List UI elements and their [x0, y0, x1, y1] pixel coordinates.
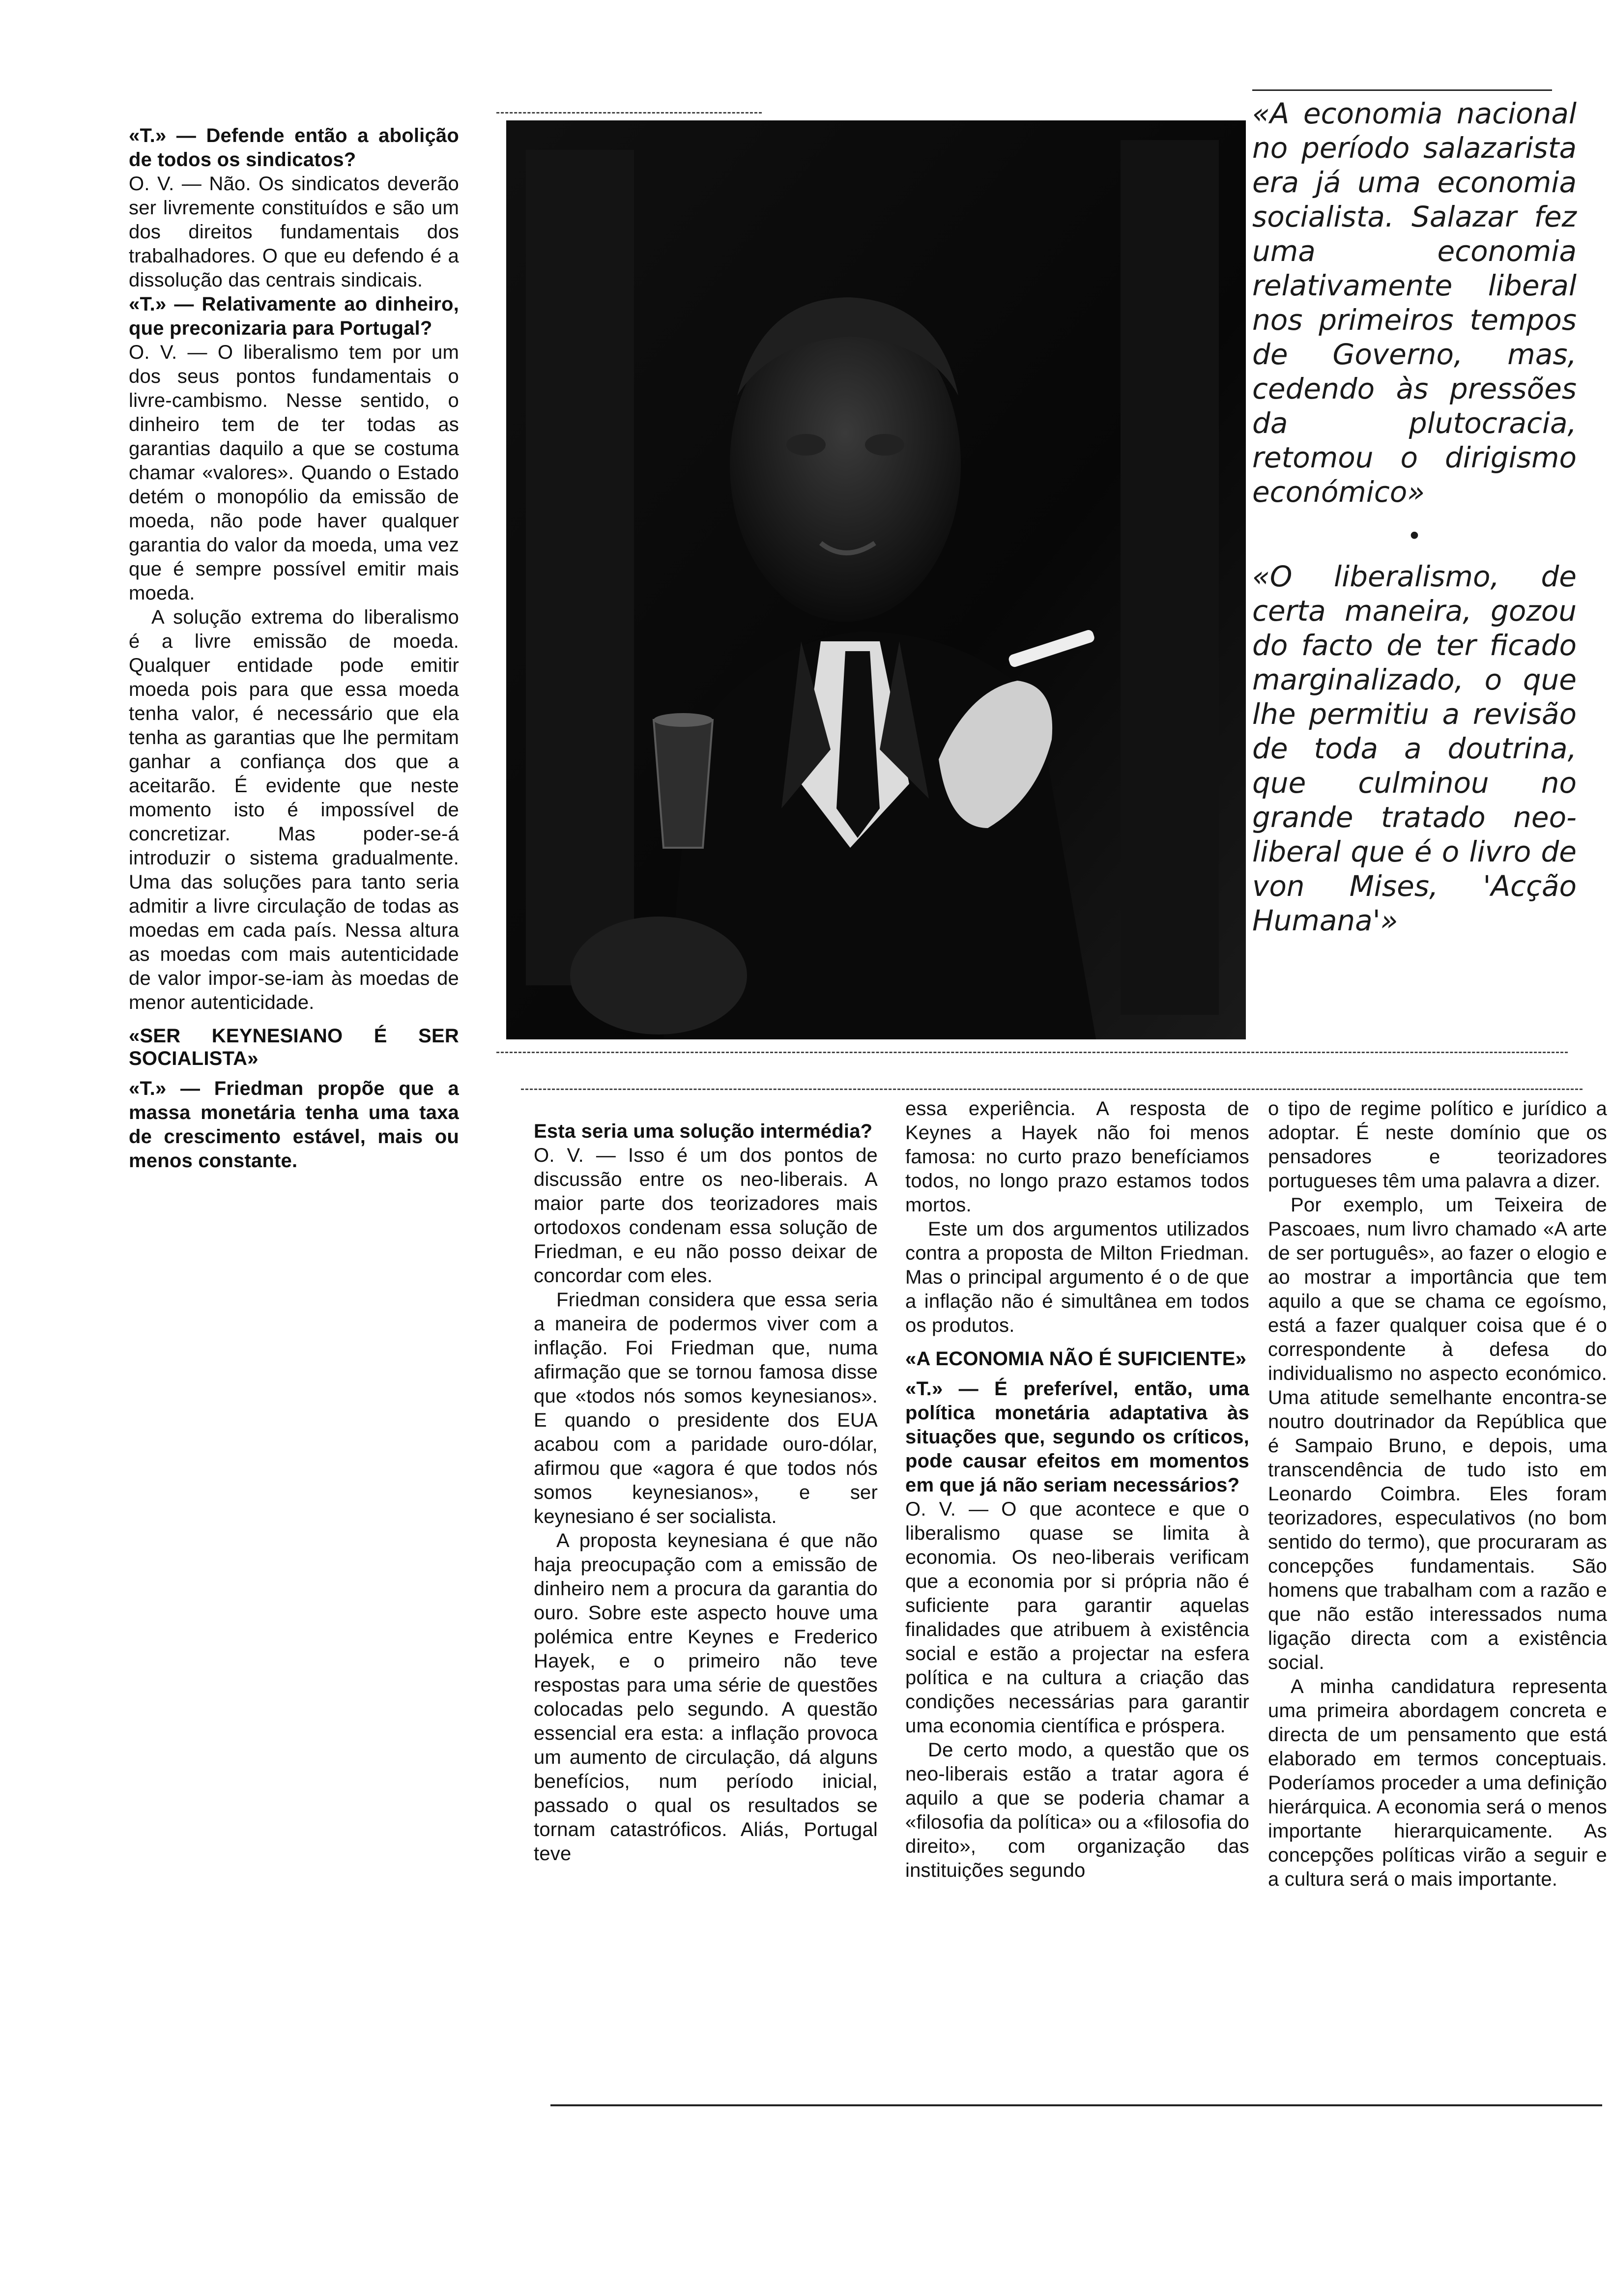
answer-4: O. V. — Isso é um dos pontos de discussão entre os neo-liberais. A maior parte dos teorizadores mais ortodoxos condenam essa solução de Friedman, e eu não posso deixar de concordar com eles.: [534, 1145, 878, 1287]
paragraph-regime: o tipo de regime político e jurídico a adoptar. É neste domínio que os pensadores e teorizadores portugueses têm uma palavra a dizer.: [1268, 1098, 1607, 1192]
answer-5: O. V. — O que acontece e que o liberalismo quase se limita à economia. Os neo-liberais verificam que a economia por si própria não é suficiente para garantir aquelas finalidades que atribuem à existência social e estão a projectar na esfera política e na cultura a criação das condições necessárias para garantir uma economia científica e próspera.: [905, 1498, 1249, 1737]
pull-quotes: [1252, 96, 1577, 938]
question-4: Esta seria uma solução intermédia?: [534, 1120, 873, 1142]
portrait-illustration: [506, 120, 1246, 1039]
paragraph-pascoaes: Por exemplo, um Teixeira de Pascoaes, num livro chamado «A arte de ser português», ao fazer o elogio e ao mostrar a importância que tem aquilo a que se chama ce egoísmo, está a fazer qualquer coisa que é o correspondente à defesa do individualismo no aspecto económico. Uma atitude semelhante encontra-se noutro doutrinador da República que é Sampaio Bruno, e depois, uma transcendência de tudo isto em Leonardo Coimbra. Eles foram teorizadores, especulativos (no bom sentido do termo), que procuraram as concepções fundamentais. São homens que trabalham com a razão e que não estão interessados numa ligação directa com a existência social.: [1268, 1194, 1607, 1673]
columns-top-separator: [521, 1089, 1583, 1090]
question-3: «T.» — Friedman propõe que a massa monetária tenha uma taxa de crescimento estável, mais ou menos constante.: [129, 1078, 459, 1172]
pull-quote-separator: •: [1410, 519, 1419, 550]
paragraph-keynes-reply: essa experiência. A resposta de Keynes a Hayek não foi menos famosa: no curto prazo benefíciamos todos, no longo prazo estamos todos mortos.: [905, 1098, 1249, 1216]
pull-quote-2: «O liberalismo, de certa maneira, gozou do facto de ter ficado marginalizado, o que lhe permitiu a revisão de toda a doutrina, que culminou no grande tratado neo-liberal que é o livro de von Mises, 'Acção Humana'»: [1252, 560, 1577, 937]
answer-2: O. V. — O liberalismo tem por um dos seus pontos fundamentais o livre-cambismo. Nesse sentido, o dinheiro tem de ter todas as garantias daquilo a que se costuma chamar «valores». Quando o Estado detém o monopólio da emissão de moeda, não pode haver qualquer garantia do valor da moeda, uma vez que é sempre possível emitir mais moeda.: [129, 342, 459, 604]
left-column: [129, 124, 459, 1173]
middle-right-column: [905, 1097, 1249, 1883]
question-2: «T.» — Relativamente ao dinheiro, que preconizaria para Portugal?: [129, 293, 459, 339]
paragraph-friedman: Friedman considera que essa seria a maneira de podermos viver com a inflação. Foi Friedman que, numa afirmação que se tornou famosa disse que «todos nós somos keynesianos». E quando o presidente dos EUA acabou com a paridade ouro-dólar, afirmou que «agora é que todos nós somos keynesianos», e ser keynesiano é ser socialista.: [534, 1289, 878, 1527]
paragraph-arguments: Este um dos argumentos utilizados contra a proposta de Milton Friedman. Mas o principal argumento é o de que a inflação não é simultânea em todos os produtos.: [905, 1218, 1249, 1336]
subhead-keynesian: «SER KEYNESIANO É SER SOCIALISTA»: [129, 1025, 459, 1069]
photo-bottom-separator: [496, 1052, 1568, 1053]
right-column: [1268, 1097, 1607, 1892]
paragraph-candidacy: A minha candidatura representa uma primeira abordagem concreta e directa de um pensamento que está elaborado em termos conceptuais. Poderíamos proceder a uma definição hierárquica. A economia será o menos importante hierarquicamente. As concepções políticas virão a seguir e a cultura será o mais importante.: [1268, 1676, 1607, 1890]
paragraph-free-emission: A solução extrema do liberalismo é a livre emissão de moeda. Qualquer entidade pode emitir moeda pois para que essa moeda tenha valor, é necessário que ela tenha as garantias que lhe permitam ganhar a confiança dos que a aceitarão. É evidente que neste momento isto é impossível de concretizar. Mas poder-se-á introduzir o sistema gradualmente. Uma das soluções para tanto seria admitir a livre circulação de todas as moedas em cada país. Nessa altura as moedas com mais autenticidade de valor impor-se-iam às moedas de menor autenticidade.: [129, 606, 459, 1013]
bottom-rule: [550, 2104, 1602, 2106]
paragraph-keynesian-proposal: A proposta keynesiana é que não haja preocupação com a emissão de dinheiro nem a procura da garantia do ouro. Sobre este aspecto houve uma polémica entre Keynes e Frederico Hayek, e o primeiro não teve respostas para uma série de questões colocadas pelo segundo. A questão essencial era esta: a inflação provoca um aumento de circulação, dá alguns benefícios, num período inicial, passado o qual os resultados se tornam catastróficos. Aliás, Portugal teve: [534, 1530, 878, 1865]
pull-quote-1: «A economia nacional no período salazarista era já uma economia socialista. Salazar fez uma economia relativamente liberal nos primeiros tempos de Governo, mas, cedendo às pressões da plutocracia, retomou o dirigismo económico»: [1252, 97, 1577, 509]
question-5: «T.» — É preferível, então, uma política monetária adaptativa às situações que, segundo os críticos, pode causar efeitos em momentos em que já não seriam necessários?: [905, 1378, 1249, 1496]
middle-left-column: [534, 1119, 878, 1866]
top-scan-mark: [496, 112, 762, 114]
paragraph-philosophy: De certo modo, a questão que os neo-liberais estão a tratar agora é aquilo a que se poderia chamar a «filosofia da política» ou a «filosofia do direito», com organização das instituições segundo: [905, 1739, 1249, 1881]
question-1: «T.» — Defende então a abolição de todos os sindicatos?: [129, 125, 459, 171]
subhead-economy: «A ECONOMIA NÃO É SUFICIENTE»: [905, 1348, 1247, 1370]
portrait-photo: [506, 120, 1246, 1039]
answer-1: O. V. — Não. Os sindicatos deverão ser livremente constituídos e são um dos direitos fundamentais dos trabalhadores. O que eu defendo é a dissolução das centrais sindicais.: [129, 173, 459, 291]
top-rule: [1252, 89, 1552, 91]
